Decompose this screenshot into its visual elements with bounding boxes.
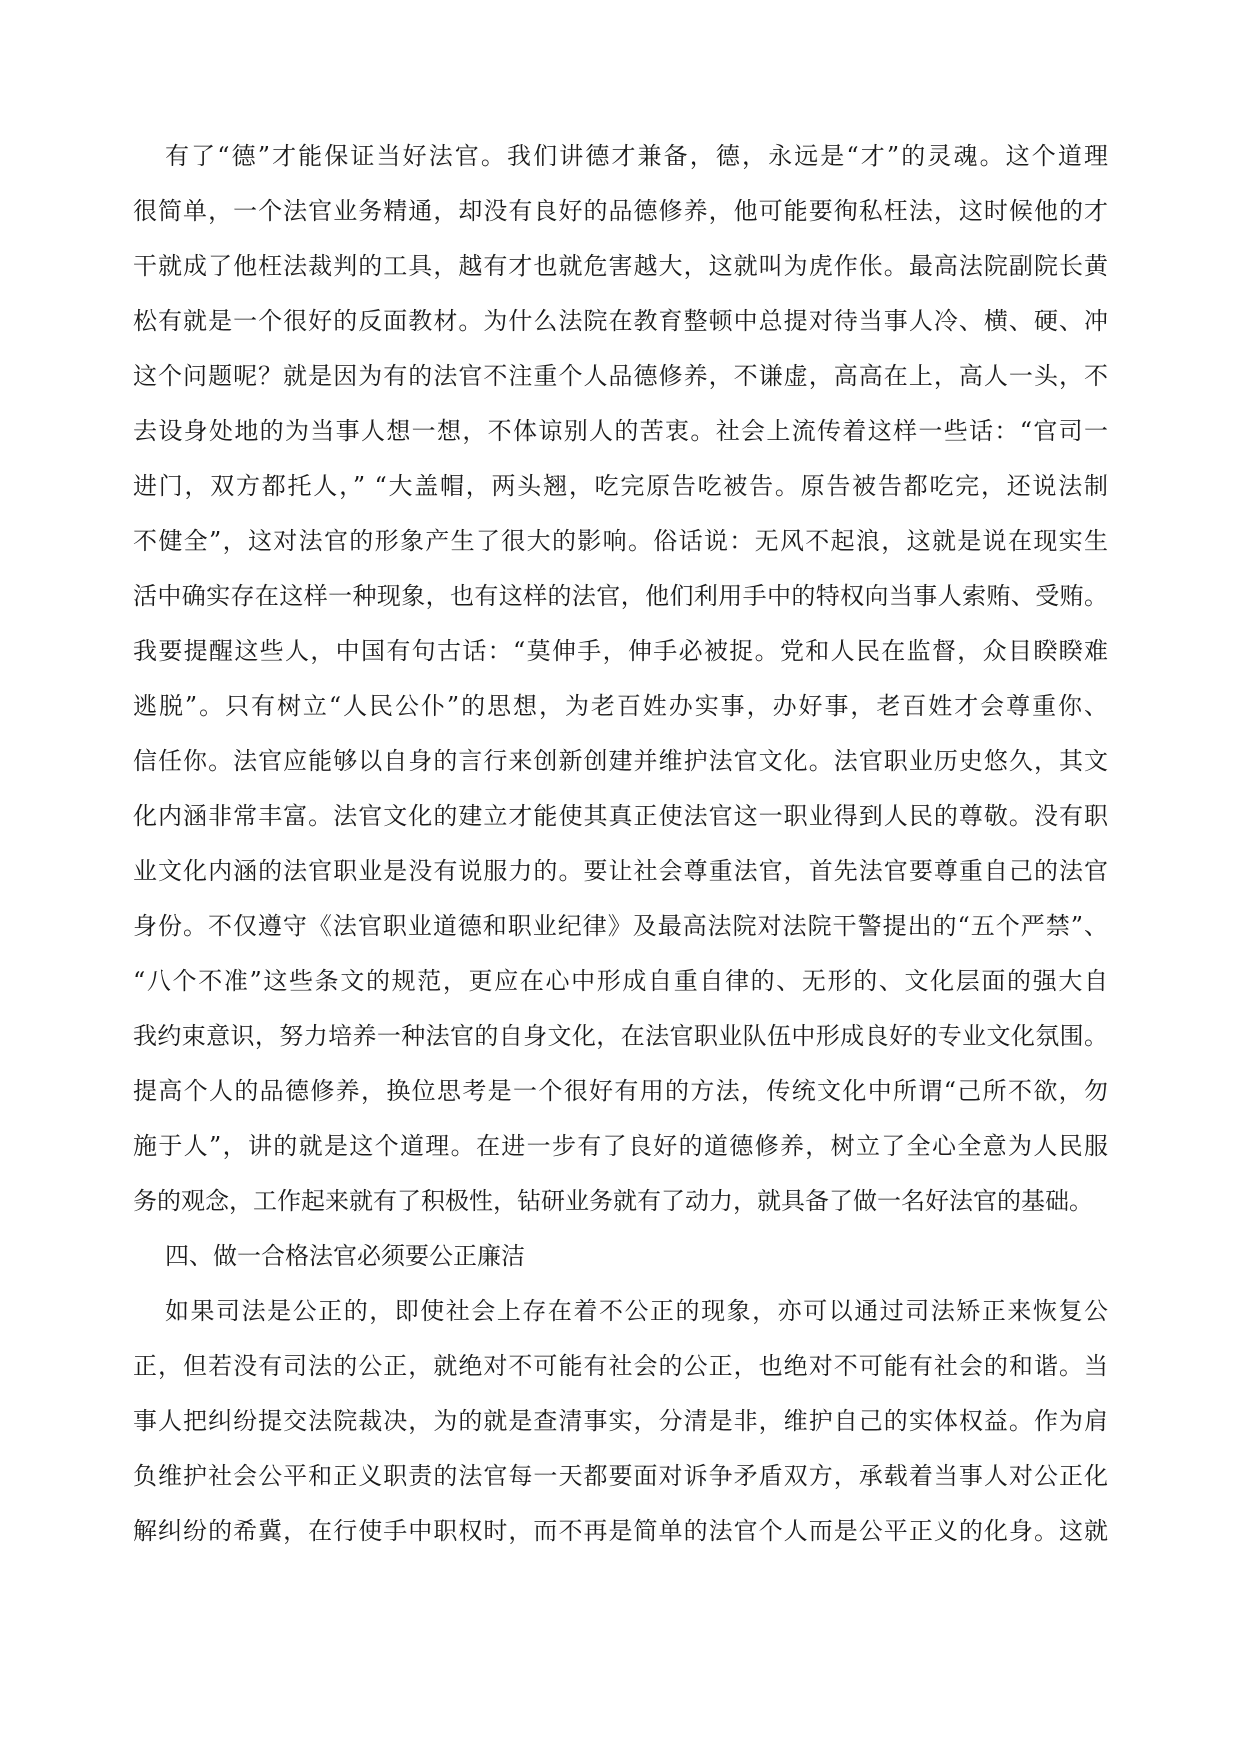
- paragraph-line: 有了“德”才能保证当好法官。我们讲德才兼备，德，永远是“才”的灵魂。这个道理: [165, 142, 1108, 170]
- paragraph-line: 化内涵非常丰富。法官文化的建立才能使其真正使法官这一职业得到人民的尊敬。没有职: [133, 802, 1108, 830]
- paragraph-line: 这个问题呢？就是因为有的法官不注重个人品德修养，不谦虚，高高在上，高人一头，不: [133, 362, 1108, 390]
- paragraph-line: 负维护社会公平和正义职责的法官每一天都要面对诉争矛盾双方，承载着当事人对公正化: [133, 1462, 1108, 1490]
- paragraph-line: 去设身处地的为当事人想一想，不体谅别人的苦衷。社会上流传着这样一些话：“官司一: [133, 417, 1108, 445]
- paragraph-line: 业文化内涵的法官职业是没有说服力的。要让社会尊重法官，首先法官要尊重自己的法官: [133, 857, 1108, 885]
- paragraph-line: 提高个人的品德修养，换位思考是一个很好有用的方法，传统文化中所谓“己所不欲，勿: [133, 1077, 1108, 1105]
- paragraph-line: 施于人”，讲的就是这个道理。在进一步有了良好的道德修养，树立了全心全意为人民服: [133, 1132, 1108, 1160]
- paragraph-line: 我约束意识，努力培养一种法官的自身文化，在法官职业队伍中形成良好的专业文化氛围。: [133, 1022, 1108, 1050]
- paragraph-line: 务的观念，工作起来就有了积极性，钻研业务就有了动力，就具备了做一名好法官的基础。: [133, 1187, 1093, 1215]
- paragraph-line: “八个不准”这些条文的规范，更应在心中形成自重自律的、无形的、文化层面的强大自: [133, 967, 1108, 995]
- paragraph-line: 活中确实存在这样一种现象，也有这样的法官，他们利用手中的特权向当事人索贿、受贿。: [133, 582, 1108, 610]
- paragraph-line: 信任你。法官应能够以自身的言行来创新创建并维护法官文化。法官职业历史悠久，其文: [133, 747, 1108, 775]
- paragraph-line: 逃脱”。只有树立“人民公仆”的思想，为老百姓办实事，办好事，老百姓才会尊重你、: [133, 692, 1108, 720]
- paragraph-line: 很简单，一个法官业务精通，却没有良好的品德修养，他可能要徇私枉法，这时候他的才: [133, 197, 1108, 225]
- paragraph-line: 干就成了他枉法裁判的工具，越有才也就危害越大，这就叫为虎作伥。最高法院副院长黄: [133, 252, 1108, 280]
- paragraph-line: 正，但若没有司法的公正，就绝对不可能有社会的公正，也绝对不可能有社会的和谐。当: [133, 1352, 1108, 1380]
- paragraph-line: 不健全”，这对法官的形象产生了很大的影响。俗话说：无风不起浪，这就是说在现实生: [133, 527, 1108, 555]
- paragraph-line: 松有就是一个很好的反面教材。为什么法院在教育整顿中总提对待当事人冷、横、硬、冲: [133, 307, 1108, 335]
- paragraph-line: 身份。不仅遵守《法官职业道德和职业纪律》及最高法院对法院干警提出的“五个严禁”、: [133, 912, 1108, 940]
- section-heading: 四、做一合格法官必须要公正廉洁: [165, 1242, 525, 1270]
- paragraph-line: 事人把纠纷提交法院裁决，为的就是查清事实，分清是非，维护自己的实体权益。作为肩: [133, 1407, 1108, 1435]
- paragraph-line: 解纠纷的希冀，在行使手中职权时，而不再是简单的法官个人而是公平正义的化身。这就: [133, 1517, 1108, 1545]
- paragraph-line: 我要提醒这些人，中国有句古话：“莫伸手，伸手必被捉。党和人民在监督，众目睽睽难: [133, 637, 1108, 665]
- paragraph-line: 进门，双方都托人，” “大盖帽，两头翘，吃完原告吃被告。原告被告都吃完，还说法制: [133, 472, 1108, 500]
- paragraph-line: 如果司法是公正的，即使社会上存在着不公正的现象，亦可以通过司法矫正来恢复公: [165, 1297, 1108, 1325]
